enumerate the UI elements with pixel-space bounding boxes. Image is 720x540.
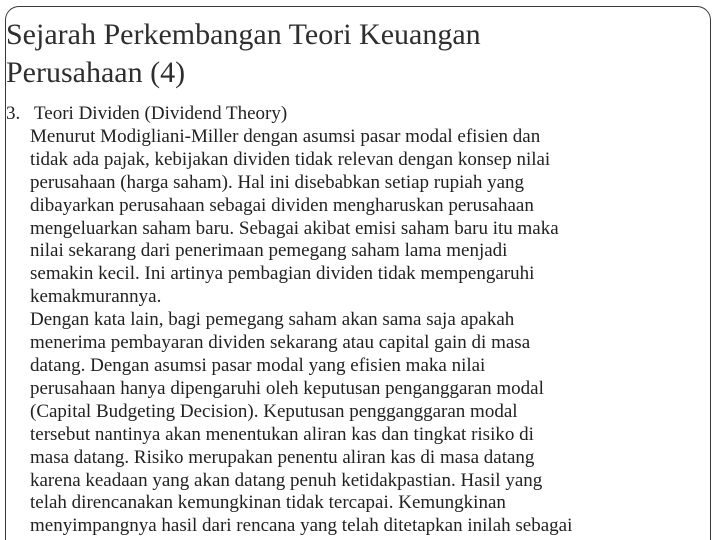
paragraph-line: karena keadaan yang akan datang penuh ketidakpastian. Hasil yang <box>30 469 543 491</box>
paragraph-1 <box>6 126 718 309</box>
slide-title <box>6 16 481 92</box>
paragraph-line: menyimpangnya hasil dari rencana yang telah ditetapkan inilah sebagai <box>30 515 573 537</box>
title-line: Sejarah Perkembangan Teori Keuangan <box>6 18 481 51</box>
paragraph-line: datang. Dengan asumsi pasar modal yang efisien maka nilai <box>30 354 486 376</box>
section-heading <box>6 103 718 126</box>
title-line: Perusahaan (4) <box>6 56 186 89</box>
paragraph-line: tersebut nantinya akan menentukan aliran kas dan tingkat risiko di <box>30 423 534 445</box>
paragraph-line: menerima pembayaran dividen sekarang atau capital gain di masa <box>30 332 531 354</box>
paragraph-line: kemakmurannya. <box>30 286 162 308</box>
paragraph-line: mengeluarkan saham baru. Sebagai akibat emisi saham baru itu maka <box>30 217 559 239</box>
paragraph-line: masa datang. Risiko merupakan penentu aliran kas di masa datang <box>30 446 535 468</box>
paragraph-line: semakin kecil. Ini artinya pembagian dividen tidak mempengaruhi <box>30 263 535 285</box>
section-number: 3. <box>6 103 21 124</box>
section-heading-text: Teori Dividen (Dividend Theory) <box>34 103 288 124</box>
paragraph-2 <box>6 309 718 538</box>
paragraph-line: nilai sekarang dari penerimaan pemegang saham lama menjadi <box>30 240 508 262</box>
paragraph-line: (Capital Budgeting Decision). Keputusan pengganggaran modal <box>30 400 518 422</box>
paragraph-line: Menurut Modigliani-Miller dengan asumsi pasar modal efisien dan <box>30 125 541 147</box>
paragraph-line: telah direncanakan kemungkinan tidak tercapai. Kemungkinan <box>30 492 506 514</box>
paragraph-line: dibayarkan perusahaan sebagai dividen mengharuskan perusahaan <box>30 194 534 216</box>
paragraph-line: perusahaan (harga saham). Hal ini disebabkan setiap rupiah yang <box>30 171 524 193</box>
paragraph-line: Dengan kata lain, bagi pemegang saham akan sama saja apakah <box>30 309 515 331</box>
paragraph-line: perusahaan hanya dipengaruhi oleh keputusan penganggaran modal <box>30 377 544 399</box>
paragraph-line: tidak ada pajak, kebijakan dividen tidak relevan dengan konsep nilai <box>30 148 551 170</box>
slide-body <box>6 103 718 538</box>
